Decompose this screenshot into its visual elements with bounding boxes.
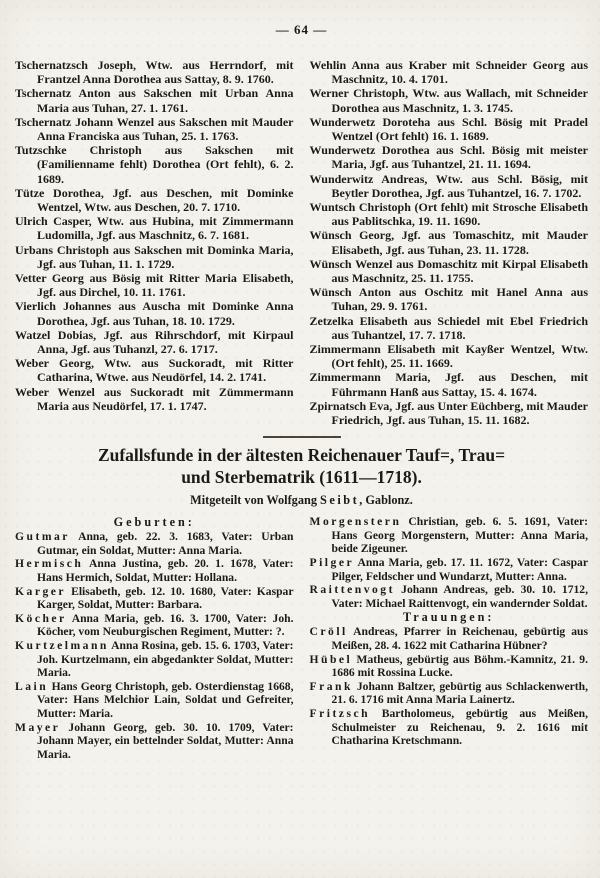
- entry-text: Elisabeth, geb. 12. 10. 1680, Vater: Kaspar Karger, Soldat, Mutter: Barbara.: [37, 584, 294, 612]
- marriage-entry: Wünsch Georg, Jgf. aus Tomaschitz, mit Mauder Elisabeth, Jgf. aus Tuhan, 23. 11. 1728.: [309, 228, 588, 257]
- entry-text: Johann Andreas, geb. 30. 10. 1712, Vater: Michael Raittenvogt, ein wandernder Soldat.: [331, 583, 588, 610]
- birth-entry: [310, 556, 589, 583]
- entry-text: Matheus, gebürtig aus Böhm.-Kamnitz, 21. 9. 1686 mit Rossina Lucke.: [331, 652, 588, 680]
- entry-text: Johann Georg, geb. 30. 10. 1709, Vater: Johann Mayer, ein bettelnder Soldat, Mutter: Anna Maria.: [37, 720, 294, 761]
- article-title-line2: und Sterbematrik (1611—1718).: [181, 466, 422, 487]
- article-body-section: [15, 515, 588, 761]
- entry-text: Anna Justina, geb. 20. 1. 1678, Vater: Hans Hermich, Soldat, Mutter: Hollana.: [37, 557, 294, 585]
- surname: Hübel: [309, 652, 353, 666]
- article-title: [15, 445, 588, 488]
- surname: Frank: [309, 679, 353, 693]
- marriage-entry: Urbans Christoph aus Sakschen mit Dominka Maria, Jgf. aus Tuhan, 11. 1. 1729.: [15, 242, 294, 271]
- marriage-entry: Wunderwitz Andreas, Wtw. aus Schl. Bösig, mit Beytler Dorothea, Jgf. aus Tuhantzel, 16. 7. 1702.: [309, 171, 588, 200]
- surname: Köcher: [15, 611, 67, 625]
- marriage-entry: Tschernatzsch Joseph, Wtw. aus Herrndorf, mit Frantzel Anna Dorothea aus Sattay, 8. 9. 1760.: [15, 58, 294, 87]
- surname: Cröll: [309, 625, 348, 639]
- marriage-entry: Tschernatz Johann Wenzel aus Sakschen mit Mauder Anna Franciska aus Tuhan, 25. 1. 1763.: [15, 114, 294, 144]
- birth-entry: [310, 583, 589, 610]
- birth-entry: [15, 530, 294, 557]
- birth-entry: [15, 585, 294, 612]
- surname: Gutmar: [15, 530, 70, 544]
- marriage-entry: Wuntsch Christoph (Ort fehlt) mit Strosche Elisabeth aus Pablitschka, 19. 11. 1690.: [309, 200, 588, 229]
- byline-author-name: Seibt: [320, 493, 360, 508]
- marriage-entry: Tütze Dorothea, Jgf. aus Deschen, mit Dominke Wentzel, Wtw. aus Deschen, 20. 7. 1710.: [15, 185, 294, 215]
- entry-text: Johann Baltzer, gebürtig aus Schlackenwerth, 21. 6. 1716 mit Anna Maria Lainertz.: [331, 679, 588, 707]
- birth-entry: [15, 612, 294, 639]
- entry-text: Andreas, Pfarrer in Reichenau, gebürtig aus Meißen, 28. 4. 1622 mit Catharina Hübner?: [331, 625, 588, 653]
- section-divider: [263, 436, 341, 438]
- entry-text: Anna Maria, geb. 17. 11. 1672, Vater: Caspar Pilger, Feldscher und Wundarzt, Mutter: Anna.: [331, 556, 588, 583]
- marriages-right-column: [310, 58, 589, 427]
- marriage-entry: Zpirnatsch Eva, Jgf. aus Unter Eüchberg, mit Mauder Friedrich, Jgf. aus Tuhan, 15. 11. 1682.: [309, 398, 588, 428]
- marriage-records-section: [15, 58, 588, 427]
- entry-text: Anna Rosina, geb. 15. 6. 1703, Vater: Joh. Kurtzelmann, ein abgedankter Soldat, Mutter: Maria.: [37, 639, 294, 680]
- entry-text: Anna, geb. 22. 3. 1683, Vater: Urban Gutmar, ein Soldat, Mutter: Anna Maria.: [37, 530, 294, 557]
- marriage-entry: Zimmermann Elisabeth mit Kayßer Wentzel, Wtw. (Ort fehlt), 25. 11. 1669.: [309, 342, 588, 371]
- birth-entry: [15, 557, 294, 584]
- birth-entry: [310, 515, 589, 556]
- trauung-entry: [310, 625, 589, 652]
- surname: Fritzsch: [309, 707, 371, 720]
- entry-text: Anna Maria, geb. 16. 3. 1700, Vater: Joh. Köcher, vom Neuburgischen Regiment, Mutter: ?.: [37, 611, 294, 639]
- entry-text: Christian, geb. 6. 5. 1691, Vater: Hans Georg Morgenstern, Mutter: Anna Maria, beide Zigeuner.: [331, 515, 588, 556]
- marriage-entry: Werner Christoph, Wtw. aus Wallach, mit Schneider Dorothea aus Maschnitz, 1. 3. 1745.: [309, 86, 588, 115]
- surname: Mayer: [15, 720, 61, 734]
- article-right-column: [310, 515, 589, 748]
- byline-suffix: , Gablonz.: [359, 493, 413, 508]
- marriage-entry: Wünsch Wenzel aus Domaschitz mit Kirpal Elisabeth aus Maschnitz, 25. 11. 1755.: [309, 256, 588, 286]
- trauung-entry: [310, 680, 589, 707]
- birth-entry: [15, 680, 294, 721]
- entry-text: Hans Georg Christoph, geb. Osterdienstag 1668, Vater: Hans Melchior Lain, Soldat und Gefreiter, Mutter: Maria.: [37, 679, 294, 720]
- marriage-entry: Zetzelka Elisabeth aus Schiedel mit Ebel Friedrich aus Tuhantzel, 17. 7. 1718.: [309, 313, 588, 342]
- page-number: — 64 —: [275, 22, 328, 37]
- surname: Kurtzelmann: [15, 639, 109, 653]
- birth-entry: [15, 639, 294, 680]
- marriages-left-column: [15, 58, 294, 413]
- surname: Hermisch: [15, 557, 84, 571]
- surname: Pilger: [309, 556, 355, 570]
- entry-text: Bartholomeus, gebürtig aus Meißen, Schulmeister zu Reichenau, 9. 2. 1616 mit Chatharina Kretschmann.: [331, 707, 588, 748]
- surname: Lain: [15, 679, 49, 693]
- births-heading: Geburten:: [113, 515, 195, 530]
- marriage-entry: Ulrich Casper, Wtw. aus Hubina, mit Zimmermann Ludomilla, Jgf. aus Maschnitz, 6. 7. 1681.: [15, 214, 294, 243]
- surname: Morgenstern: [309, 515, 402, 529]
- birth-entry: [15, 721, 294, 762]
- marriage-entry: Vierlich Johannes aus Auscha mit Dominke Anna Dorothea, Jgf. aus Tuhan, 18. 10. 1729.: [15, 299, 294, 328]
- marriage-entry: Wunderwetz Doroteha aus Schl. Bösig mit Pradel Wentzel (Ort fehlt) 16. 1. 1689.: [309, 114, 588, 144]
- article-title-line1: Zufallsfunde in der ältesten Reichenauer Tauf=, Trau=: [97, 445, 506, 466]
- trauungen-heading: Trauungen:: [403, 610, 495, 625]
- surname: Raittenvogt: [309, 583, 395, 597]
- marriage-entry: Watzel Dobias, Jgf. aus Rihrschdorf, mit Kirpaul Anna, Jgf. aus Tuhanzl, 27. 6. 1717.: [15, 327, 294, 357]
- marriage-entry: Wunderwetz Dorothea aus Schl. Bösig mit meister Maria, Jgf. aus Tuhantzel, 21. 11. 1694.: [309, 143, 588, 172]
- marriage-entry: Weber Georg, Wtw. aus Suckoradt, mit Ritter Catharina, Wtwe. aus Neudörfel, 14. 2. 1741.: [15, 356, 294, 385]
- trauung-entry: [310, 707, 589, 748]
- marriage-entry: Tschernatz Anton aus Sakschen mit Urban Anna Maria aus Tuhan, 27. 1. 1761.: [15, 86, 294, 115]
- marriage-entry: Vetter Georg aus Bösig mit Ritter Maria Elisabeth, Jgf. aus Dirchel, 10. 11. 1761.: [15, 271, 294, 300]
- marriage-entry: Wünsch Anton aus Oschitz mit Hanel Anna aus Tuhan, 29. 9. 1761.: [309, 285, 588, 314]
- trauung-entry: [310, 653, 589, 680]
- marriage-entry: Tutzschke Christoph aus Sakschen mit (Familienname fehlt) Dorothea (Ort fehlt), 6. 2. 1689.: [15, 143, 294, 186]
- marriage-entry: Weber Wenzel aus Suckoradt mit Zümmermann Maria aus Neudörfel, 17. 1. 1747.: [15, 384, 294, 413]
- article-byline: [15, 493, 588, 508]
- surname: Karger: [15, 584, 67, 598]
- byline-prefix: Mitgeteilt von Wolfgang: [190, 493, 321, 508]
- marriage-entry: Zimmermann Maria, Jgf. aus Deschen, mit Führmann Hanß aus Sattay, 15. 4. 1674.: [309, 370, 588, 399]
- article-left-column: [15, 515, 294, 761]
- marriage-entry: Wehlin Anna aus Kraber mit Schneider Georg aus Maschnitz, 10. 4. 1701.: [309, 58, 588, 87]
